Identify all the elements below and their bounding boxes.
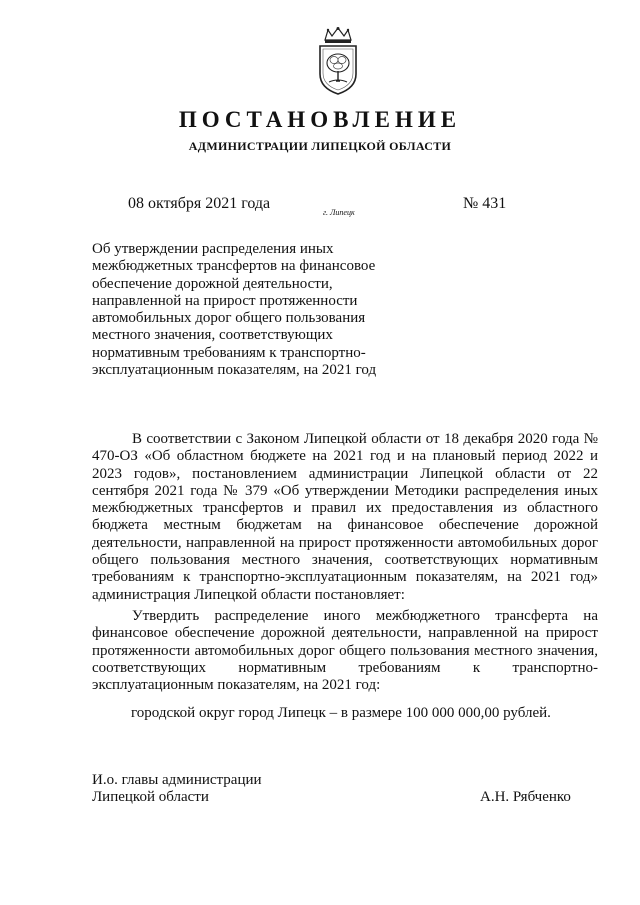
document-title: ПОСТАНОВЛЕНИЕ [178,107,462,132]
heading-line: автомобильных дорог общего пользования [92,310,366,327]
signatory-position [92,772,262,807]
document-city: г. Липецк [323,208,355,217]
body-paragraph-preamble: В соответствии с Законом Липецкой области от 18 декабря 2020 года № 470-ОЗ «Об областном бюджете на 2021 год и на плановый период 2022 и 2023 годов», постановлением администрации Липецкой области от 22 сентября 2021 года № 379 «Об утверждении Методики распределения иных межбюджетных трансфертов и правил их предоставления из областного бюджета местным бюджетам на финансовое обеспечение дорожной деятельности, направленной на прирост протяженности автомобильных дорог общего пользования местного значения, соответствующих нормативным требованиям к транспортно-эксплуатационным показателям, на 2021 год» администрация Липецкой области постановляет: [92,431,598,603]
heading-line: Об утверждении распределения иных [92,241,334,257]
signatory-name: А.Н. Рябченко [480,789,571,805]
heading-line: межбюджетных трансфертов на финансовое [92,258,376,275]
document-number: № 431 [463,195,507,212]
document-issuer: АДМИНИСТРАЦИИ ЛИПЕЦКОЙ ОБЛАСТИ [188,139,452,153]
heading-line: нормативным требованиям к транспортно- [92,344,366,361]
signatory-position-line: Липецкой области [92,789,209,806]
heading-line: местного значения, соответствующих [92,327,333,344]
document-date: 08 октября 2021 года [128,195,271,212]
signatory-position-line: И.о. главы администрации [92,772,262,788]
body-paragraph-resolution: Утвердить распределение иного межбюджетного трансферта на финансовое обеспечение дорожной деятельности, направленной на прирост протяженности автомобильных дорог общего пользования местного значения, соответствующих нормативным требованиям к транспортно-эксплуатационным показателям, на 2021 год: [92,608,598,694]
heading-line: эксплуатационным показателям, на 2021 год [92,362,377,379]
document-heading [92,241,392,379]
heading-line: обеспечение дорожной деятельности, [92,275,333,292]
coat-of-arms-icon [315,26,361,96]
body-paragraph-allocation: городской округ город Липецк – в размере 100 000 000,00 рублей. [131,705,551,721]
heading-line: направленной на прирост протяженности [92,292,358,309]
